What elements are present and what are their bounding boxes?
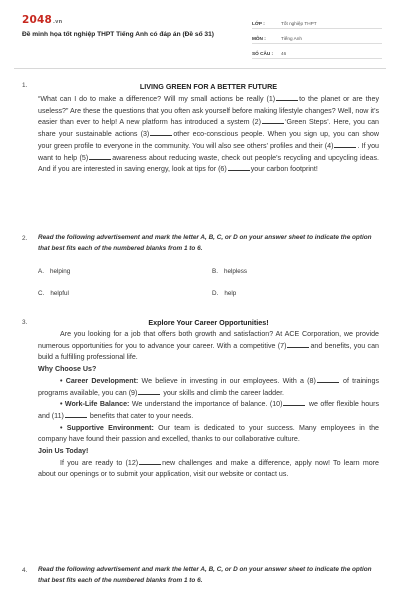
text-segment: We understand the importance of balance. (10) [131,400,283,409]
instruction-text: Read the following advertisement and mark the letter A, B, C, or D on your answer sheet to indicate the option that best fits each of the numbered blanks from 1 to 6. [38,234,372,252]
option-letter: A. [38,268,44,275]
option-text: helpful [50,290,69,297]
question-body [38,82,379,176]
option-b[interactable] [212,268,247,275]
question-body [38,233,379,254]
blank-6 [228,165,250,171]
text-segment: If you are ready to (12) [60,458,139,467]
passage-title: Explore Your Career Opportunities! [148,318,269,327]
question-body [38,318,379,481]
blank-9 [138,389,160,395]
question-number: 1. [22,82,28,89]
site-logo[interactable] [22,14,62,26]
text-segment: of trainings programs available, you can (9) [38,376,379,397]
logo-domain: .vn [53,19,63,25]
text-segment: We believe in investing in our employees. With a (8) [141,376,316,385]
logo-text: 2048 [22,14,53,26]
blank-1 [276,95,298,101]
bullet-label: • Career Development: [60,376,139,385]
blank-10 [283,400,305,406]
option-text: helping [49,268,71,275]
option-letter: D. [212,290,219,297]
text-segment: to the planet or are they useless?” Are these the questions that you often ask yourself before making lifestyle changes? Well, now it’s easier than ever to help! A new platform has introduced a system (2) [38,95,379,127]
join-heading: Join Us Today! [38,447,89,456]
meta-label: LỚP : [252,21,265,26]
text-segment: . If you want to help (5) [38,141,379,162]
option-letter: C. [38,290,45,297]
text-segment: Our team is dedicated to your success. Many employees in the company have found their passion and excelled, thanks to our collaborative culture. [38,423,379,444]
text-segment: awareness about reducing waste, check out people’s recycling and upcycling ideas. And if you are interested in saving energy, look at tips for (6) [38,153,379,174]
meta-value: Tiếng Anh [281,36,302,41]
option-text: helpless [223,268,248,275]
meta-table [252,15,382,60]
meta-value: Tốt nghiệp THPT [281,21,317,26]
bullet-worklife [38,399,379,422]
blank-3 [150,130,172,136]
instruction-text: Read the following advertisement and mark the letter A, B, C, or D on your answer sheet to indicate the option that best fits each of the numbered blanks from 1 to 6. [38,566,372,584]
text-segment: we offer flexible hours and (11) [38,400,379,420]
passage-title: LIVING GREEN FOR A BETTER FUTURE [139,82,278,91]
option-text: help [224,290,237,297]
meta-row-class [252,15,382,29]
closing-paragraph [38,458,379,481]
meta-label: MÔN : [252,36,266,41]
blank-5 [89,154,111,160]
header-divider [14,68,386,69]
bullet-label: • Work-Life Balance: [60,400,130,409]
blank-12 [139,459,161,465]
text-segment: other eco-conscious people. When you sign up, you can show your green profile to everyone in the community. You will also see others’ profiles and their (4) [38,130,379,150]
blank-11 [65,412,87,418]
passage-text [38,94,379,176]
meta-row-count [252,45,382,59]
intro-paragraph [38,329,379,364]
option-a[interactable] [38,268,70,275]
meta-label: SỐ CÂU : [252,51,274,56]
blank-7 [287,342,309,348]
option-c[interactable] [38,290,69,297]
text-segment: benefits that cater to your needs. [89,411,194,420]
text-segment: “What can I do to make a difference? Will my small actions be really (1) [38,95,276,103]
text-segment: your skills and climb the career ladder. [163,388,285,397]
text-segment: your carbon footprint! [250,165,318,174]
option-d[interactable] [212,290,236,297]
question-number: 4. [22,567,28,574]
text-segment: ‘Green Steps’. Here, you can share your sustainable actions (3) [38,118,380,139]
option-letter: B. [212,268,218,275]
question-number: 2. [22,235,28,242]
blank-2 [262,118,284,124]
blank-8 [317,377,339,383]
bullet-label: • Supportive Environment: [60,423,154,432]
document-title: Đề minh họa tốt nghiệp THPT Tiếng Anh có đáp án (Đề số 31) [22,31,214,38]
blank-4 [334,142,356,148]
bullet-career [38,376,379,399]
text-segment: Are you looking for a job that offers both growth and satisfaction? At ACE Corporation, we provide numerous opportunities for you to advance your career. With a competitive (7) [38,330,379,350]
meta-row-subject [252,30,382,44]
meta-value: 46 [281,51,287,56]
question-body [38,565,379,586]
text-segment: new challenges and make a difference, apply now! To learn more about our openings or to submit your application, visit our website or contact us. [38,458,379,479]
why-heading: Why Choose Us? [38,365,97,374]
question-number: 3. [22,319,28,326]
text-segment: and benefits, you can build a fulfilling professional life. [38,341,379,362]
page-header [0,0,400,62]
bullet-support [38,423,379,446]
